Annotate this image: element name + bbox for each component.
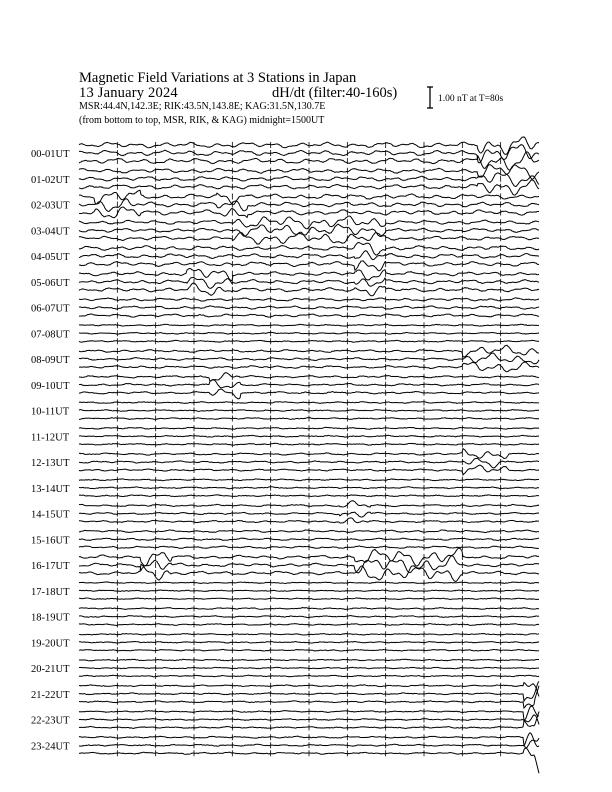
row-label: 03-04UT <box>31 226 70 238</box>
row-label: 12-13UT <box>31 458 70 469</box>
row-label: 15-16UT <box>31 535 70 547</box>
hour-row <box>31 297 539 319</box>
hour-row <box>31 606 539 628</box>
hour-row <box>31 657 539 679</box>
row-label: 13-14UT <box>31 483 70 495</box>
hour-row <box>31 216 539 244</box>
scale-bar-label: 1.00 nT at T=80s <box>438 94 504 104</box>
hour-row <box>31 190 539 217</box>
row-label: 09-10UT <box>31 380 70 392</box>
row-label: 02-03UT <box>31 200 70 212</box>
row-label: 18-19UT <box>31 612 70 624</box>
row-label: 01-02UT <box>31 174 70 186</box>
row-label: 11-12UT <box>31 432 70 444</box>
hour-row <box>31 242 539 270</box>
hour-row <box>31 373 539 399</box>
hour-row <box>31 269 539 296</box>
hour-row <box>31 681 539 708</box>
hour-row <box>31 548 539 581</box>
chart-parameter: dH/dt (filter:40-160s) <box>272 85 398 101</box>
hour-row <box>31 631 539 653</box>
magnetogram-rows <box>31 137 539 773</box>
hour-row <box>31 706 539 730</box>
row-label: 07-08UT <box>31 329 70 341</box>
row-label: 17-18UT <box>31 586 70 598</box>
station-list: MSR:44.4N,142.3E; RIK:43.5N,143.8E; KAG:31.5N,130.7E <box>79 101 326 112</box>
hour-row <box>31 322 539 344</box>
row-label: 00-01UT <box>31 149 70 160</box>
hour-row <box>31 580 539 602</box>
hour-row <box>31 345 539 372</box>
row-label: 22-23UT <box>31 715 70 727</box>
row-label: 06-07UT <box>31 303 70 315</box>
row-label: 05-06UT <box>31 277 70 289</box>
hour-row <box>31 449 539 475</box>
chart-date: 13 January 2024 <box>79 85 178 101</box>
row-label: 10-11UT <box>31 406 70 418</box>
hour-row <box>31 137 539 170</box>
row-label: 14-15UT <box>31 509 70 521</box>
hour-row <box>31 477 539 499</box>
row-label: 16-17UT <box>31 561 70 572</box>
trace-order-note: (from bottom to top, MSR, RIK, & KAG) midnight=1500UT <box>79 115 325 126</box>
hour-row <box>31 528 539 550</box>
hour-row <box>31 400 539 422</box>
scale-bar <box>427 87 433 108</box>
hour-row <box>31 733 539 773</box>
row-label: 19-20UT <box>31 638 70 650</box>
chart-title: Magnetic Field Variations at 3 Stations in Japan <box>79 70 357 86</box>
row-label: 23-24UT <box>31 741 70 753</box>
row-label: 20-21UT <box>31 664 70 675</box>
row-label: 04-05UT <box>31 252 70 263</box>
hour-row <box>31 425 539 447</box>
row-label: 21-22UT <box>31 689 70 701</box>
hour-row <box>31 501 539 525</box>
row-label: 08-09UT <box>31 355 70 366</box>
hour-row <box>31 165 539 195</box>
